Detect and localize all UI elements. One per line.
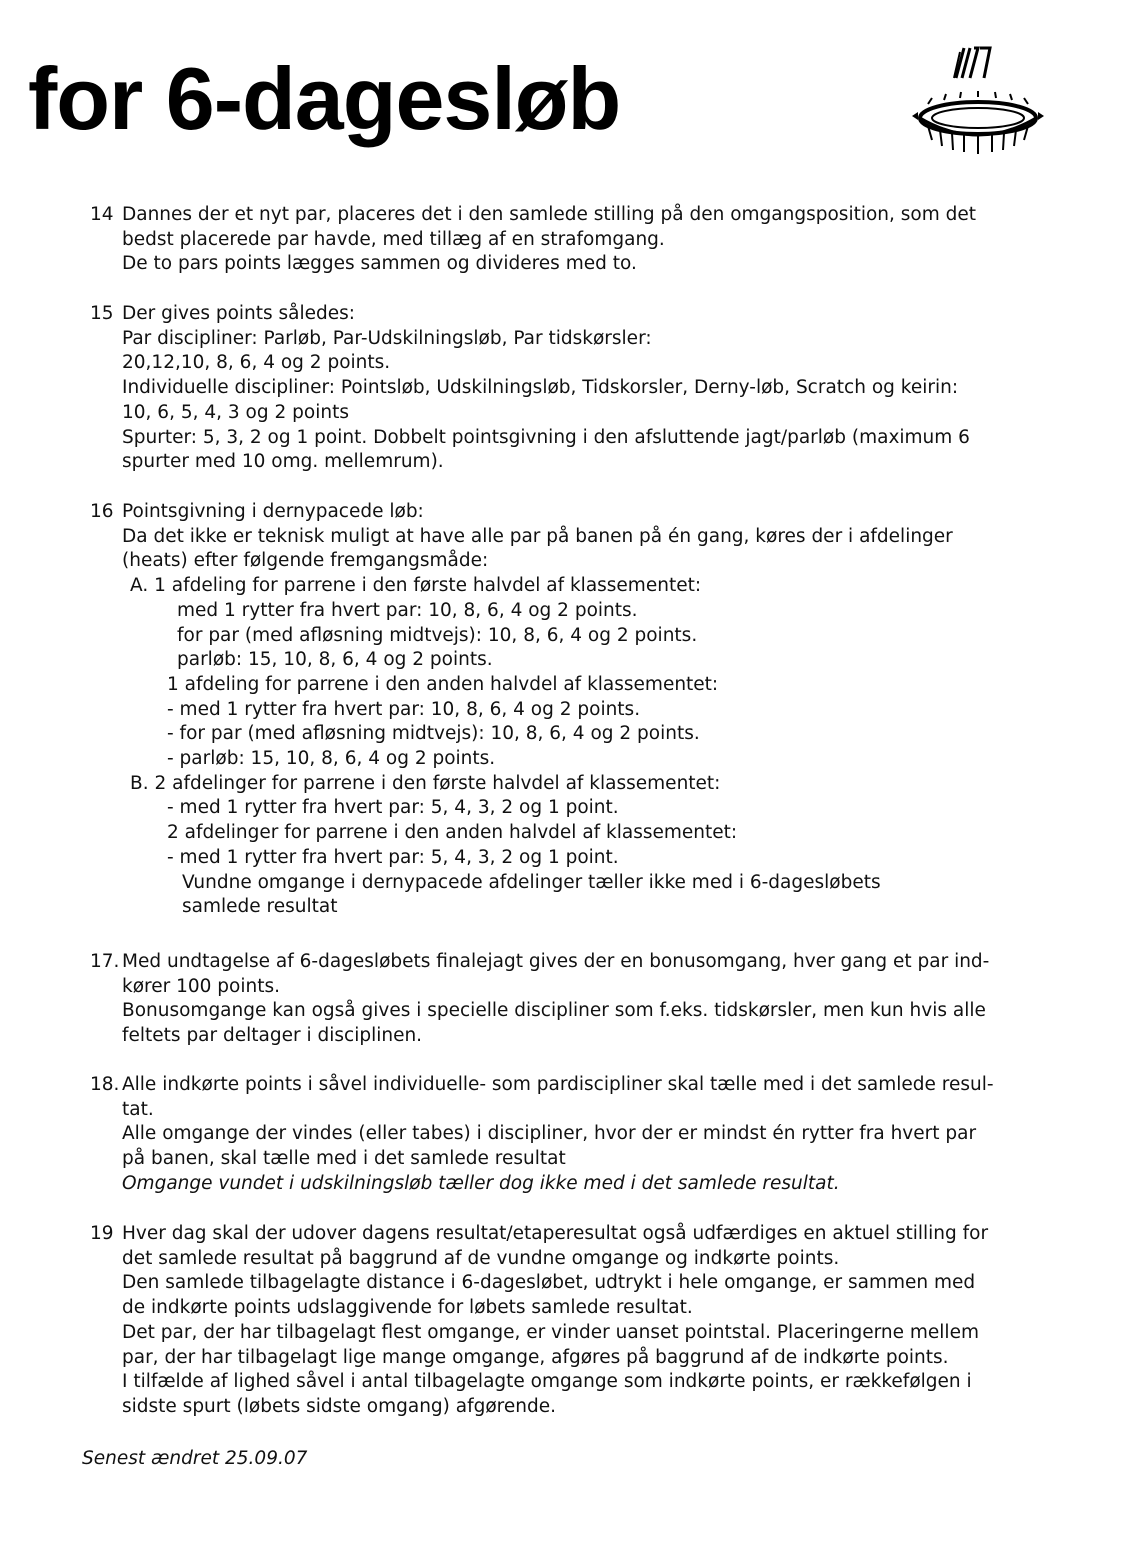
text-line: Alle indkørte points i såvel individuelle- som pardiscipliner skal tælle med i det samlede resul- xyxy=(122,1074,994,1095)
text-line: Vundne omgange i dernypacede afdelinger tæller ikke med i 6-dagesløbets xyxy=(182,871,881,893)
text-line-italic: Omgange vundet i udskilningsløb tæller dog ikke med i det samlede resultat. xyxy=(122,1172,840,1194)
section-number: 19 xyxy=(90,1223,114,1244)
text-line: Med undtagelse af 6-dagesløbets finalejagt gives der en bonusomgang, hver gang et par ind- xyxy=(122,951,990,972)
section-16 xyxy=(90,500,1070,920)
text-line: - med 1 rytter fra hvert par: 10, 8, 6, 4 og 2 points. xyxy=(167,698,641,720)
text-line: De to pars points lægges sammen og divideres med to. xyxy=(122,253,637,275)
text-line: Dannes der et nyt par, placeres det i den samlede stilling på den omgangsposition, som det xyxy=(122,204,977,225)
text-line: Hver dag skal der udover dagens resultat/etaperesultat også udfærdiges en aktuel stilling for xyxy=(122,1223,989,1244)
text-line: feltets par deltager i disciplinen. xyxy=(122,1025,423,1047)
cycling-track-logo-icon xyxy=(898,40,1058,170)
text-line: Den samlede tilbagelagte distance i 6-dagesløbet, udtrykt i hele omgange, er sammen med xyxy=(122,1272,976,1294)
section-number: 14 xyxy=(90,204,114,225)
text-line: de indkørte points udslaggivende for løbets samlede resultat. xyxy=(122,1297,693,1319)
section-number: 18. xyxy=(90,1074,120,1095)
text-line: kører 100 points. xyxy=(122,975,280,997)
text-line: Der gives points således: xyxy=(122,303,356,324)
text-line: Det par, der har tilbagelagt flest omgange, er vinder uanset pointstal. Placeringerne mellem xyxy=(122,1321,979,1343)
section-number: 15 xyxy=(90,303,114,324)
text-line: (heats) efter følgende fremgangsmåde: xyxy=(122,550,489,572)
section-18 xyxy=(90,1073,1070,1197)
text-line: på banen, skal tælle med i det samlede resultat xyxy=(122,1148,566,1170)
text-line: tat. xyxy=(122,1098,154,1120)
text-line: Bonusomgange kan også gives i specielle discipliner som f.eks. tidskørsler, men kun hvis alle xyxy=(122,1000,986,1022)
text-line: Spurter: 5, 3, 2 og 1 point. Dobbelt pointsgivning i den afsluttende jagt/parløb (maximum 6 xyxy=(122,426,970,448)
text-line: Alle omgange der vindes (eller tabes) i discipliner, hvor der er mindst én rytter fra hvert par xyxy=(122,1123,977,1145)
text-line: - for par (med afløsning midtvejs): 10, 8, 6, 4 og 2 points. xyxy=(167,723,700,745)
section-14 xyxy=(90,203,1070,277)
text-line: I tilfælde af lighed såvel i antal tilbagelagte omgange som indkørte points, er rækkefølgen i xyxy=(122,1371,972,1393)
section-17 xyxy=(90,950,1070,1049)
text-line: det samlede resultat på baggrund af de vundne omgange og indkørte points. xyxy=(122,1247,840,1269)
text-line: Individuelle discipliner: Pointsløb, Udskilningsløb, Tidskorsler, Derny-løb, Scratch og keirin: xyxy=(122,377,959,399)
last-modified-note: Senest ændret 25.09.07 xyxy=(82,1448,308,1469)
text-line: par, der har tilbagelagt lige mange omgange, afgøres på baggrund af de indkørte points. xyxy=(122,1346,949,1368)
text-line: - parløb: 15, 10, 8, 6, 4 og 2 points. xyxy=(167,748,496,770)
text-line: 1 afdeling for parrene i den anden halvdel af klassementet: xyxy=(167,673,719,695)
text-line: Par discipliner: Parløb, Par-Udskilningsløb, Par tidskørsler: xyxy=(122,327,652,349)
text-line: parløb: 15, 10, 8, 6, 4 og 2 points. xyxy=(177,649,493,671)
text-line: - med 1 rytter fra hvert par: 5, 4, 3, 2 og 1 point. xyxy=(167,846,619,868)
text-line: bedst placerede par havde, med tillæg af en strafomgang. xyxy=(122,228,665,250)
text-line: spurter med 10 omg. mellemrum). xyxy=(122,451,444,473)
text-line: sidste spurt (løbets sidste omgang) afgørende. xyxy=(122,1395,556,1417)
text-line: med 1 rytter fra hvert par: 10, 8, 6, 4 og 2 points. xyxy=(177,599,638,621)
section-number: 17. xyxy=(90,951,120,972)
section-number: 16 xyxy=(90,501,114,522)
text-line: A. 1 afdeling for parrene i den første halvdel af klassementet: xyxy=(130,575,702,597)
text-line: B. 2 afdelinger for parrene i den første halvdel af klassementet: xyxy=(130,772,721,794)
text-line: Da det ikke er teknisk muligt at have alle par på banen på én gang, køres der i afdelinger xyxy=(122,525,953,547)
text-line: samlede resultat xyxy=(182,896,338,918)
page-title: for 6-dagesløb xyxy=(28,49,621,148)
text-line: 20,12,10, 8, 6, 4 og 2 points. xyxy=(122,352,391,374)
text-line: 2 afdelinger for parrene i den anden halvdel af klassementet: xyxy=(167,822,738,844)
text-line: Pointsgivning i dernypacede løb: xyxy=(122,501,424,522)
text-line: for par (med afløsning midtvejs): 10, 8, 6, 4 og 2 points. xyxy=(177,624,698,646)
section-15 xyxy=(90,302,1070,475)
text-line: - med 1 rytter fra hvert par: 5, 4, 3, 2 og 1 point. xyxy=(167,797,619,819)
text-line: 10, 6, 5, 4, 3 og 2 points xyxy=(122,401,349,423)
section-19 xyxy=(90,1222,1070,1420)
